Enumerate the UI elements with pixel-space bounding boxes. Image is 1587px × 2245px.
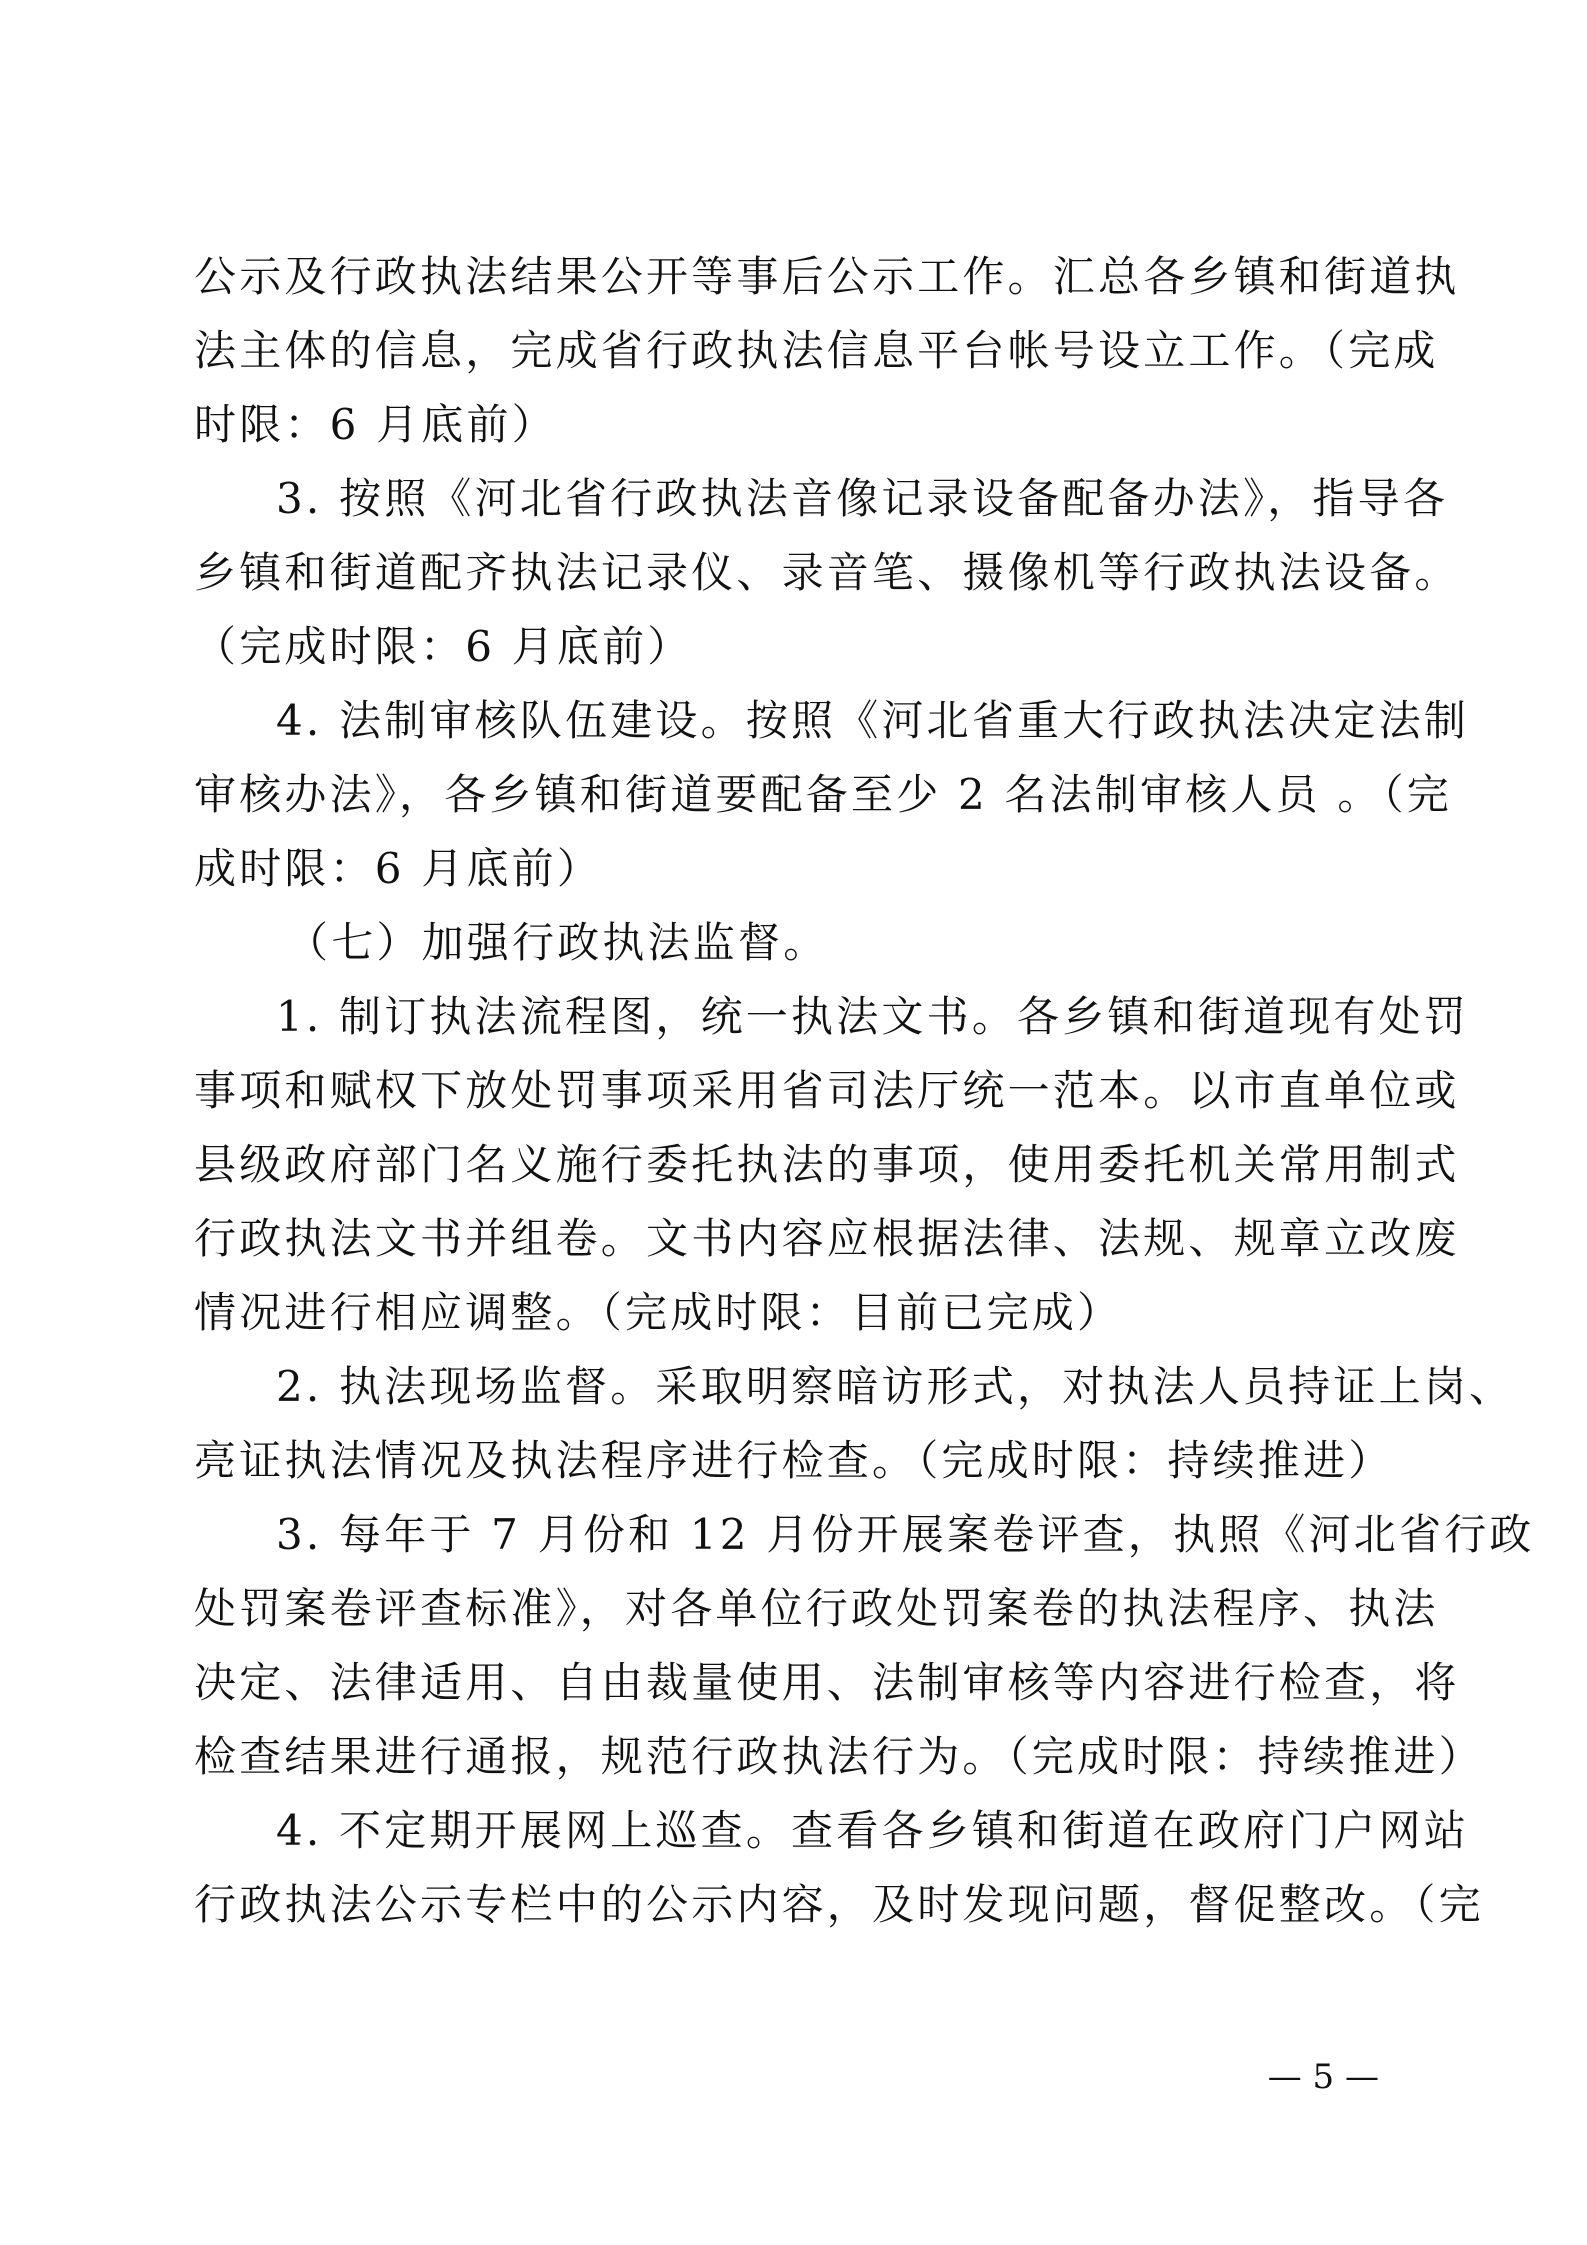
item-4-line-3: 成时限：6 月底前） [194,844,603,893]
s7-item-3-line-3: 决定、法律适用、自由裁量使用、法制审核等内容进行检查，将 [194,1658,1460,1707]
item-4-line-1: 4. 法制审核队伍建设。按照《河北省重大行政执法决定法制 [276,696,1470,745]
s7-item-2-line-1: 2. 执法现场监督。采取明察暗访形式，对执法人员持证上岗、 [276,1362,1515,1411]
page-number: — 5 — [1267,2057,1379,2097]
item-3-line-3: （完成时限：6 月底前） [194,622,693,671]
body-line-2: 法主体的信息，完成省行政执法信息平台帐号设立工作。（完成 [194,326,1439,375]
s7-item-1-line-2: 事项和赋权下放处罚事项采用省司法厅统一范本。以市直单位或 [194,1066,1460,1115]
s7-item-1-line-3: 县级政府部门名义施行委托执法的事项，使用委托机关常用制式 [194,1140,1460,1189]
s7-item-3-line-2: 处罚案卷评查标准》，对各单位行政处罚案卷的执法程序、执法 [194,1584,1439,1633]
s7-item-1-line-4: 行政执法文书并组卷。文书内容应根据法律、法规、规章立改废 [194,1214,1460,1263]
s7-item-1-line-1: 1. 制订执法流程图，统一执法文书。各乡镇和街道现有处罚 [276,992,1470,1041]
section-heading-7: （七）加强行政执法监督。 [286,918,829,967]
document-body [194,240,1535,1942]
s7-item-1-line-5: 情况进行相应调整。（完成时限：目前已完成） [194,1288,1123,1337]
item-4-line-2: 审核办法》，各乡镇和街道要配备至少 2 名法制审核人员 。（完 [194,770,1452,819]
body-line-1: 公示及行政执法结果公开等事后公示工作。汇总各乡镇和街道执 [194,252,1460,301]
body-line-3: 时限：6 月底前） [194,400,557,449]
s7-item-2-line-2: 亮证执法情况及执法程序进行检查。（完成时限：持续推进） [194,1436,1394,1485]
s7-item-3-line-4: 检查结果进行通报，规范行政执法行为。（完成时限：持续推进） [194,1732,1484,1781]
item-3-line-1: 3. 按照《河北省行政执法音像记录设备配备办法》，指导各 [276,474,1449,523]
s7-item-4-line-1: 4. 不定期开展网上巡查。查看各乡镇和街道在政府门户网站 [276,1806,1470,1855]
s7-item-4-line-2: 行政执法公示专栏中的公示内容，及时发现问题，督促整改。（完 [194,1880,1484,1929]
item-3-line-2: 乡镇和街道配齐执法记录仪、录音笔、摄像机等行政执法设备。 [194,548,1460,597]
s7-item-3-line-1: 3. 每年于 7 月份和 12 月份开展案卷评查，执照《河北省行政 [276,1510,1535,1559]
